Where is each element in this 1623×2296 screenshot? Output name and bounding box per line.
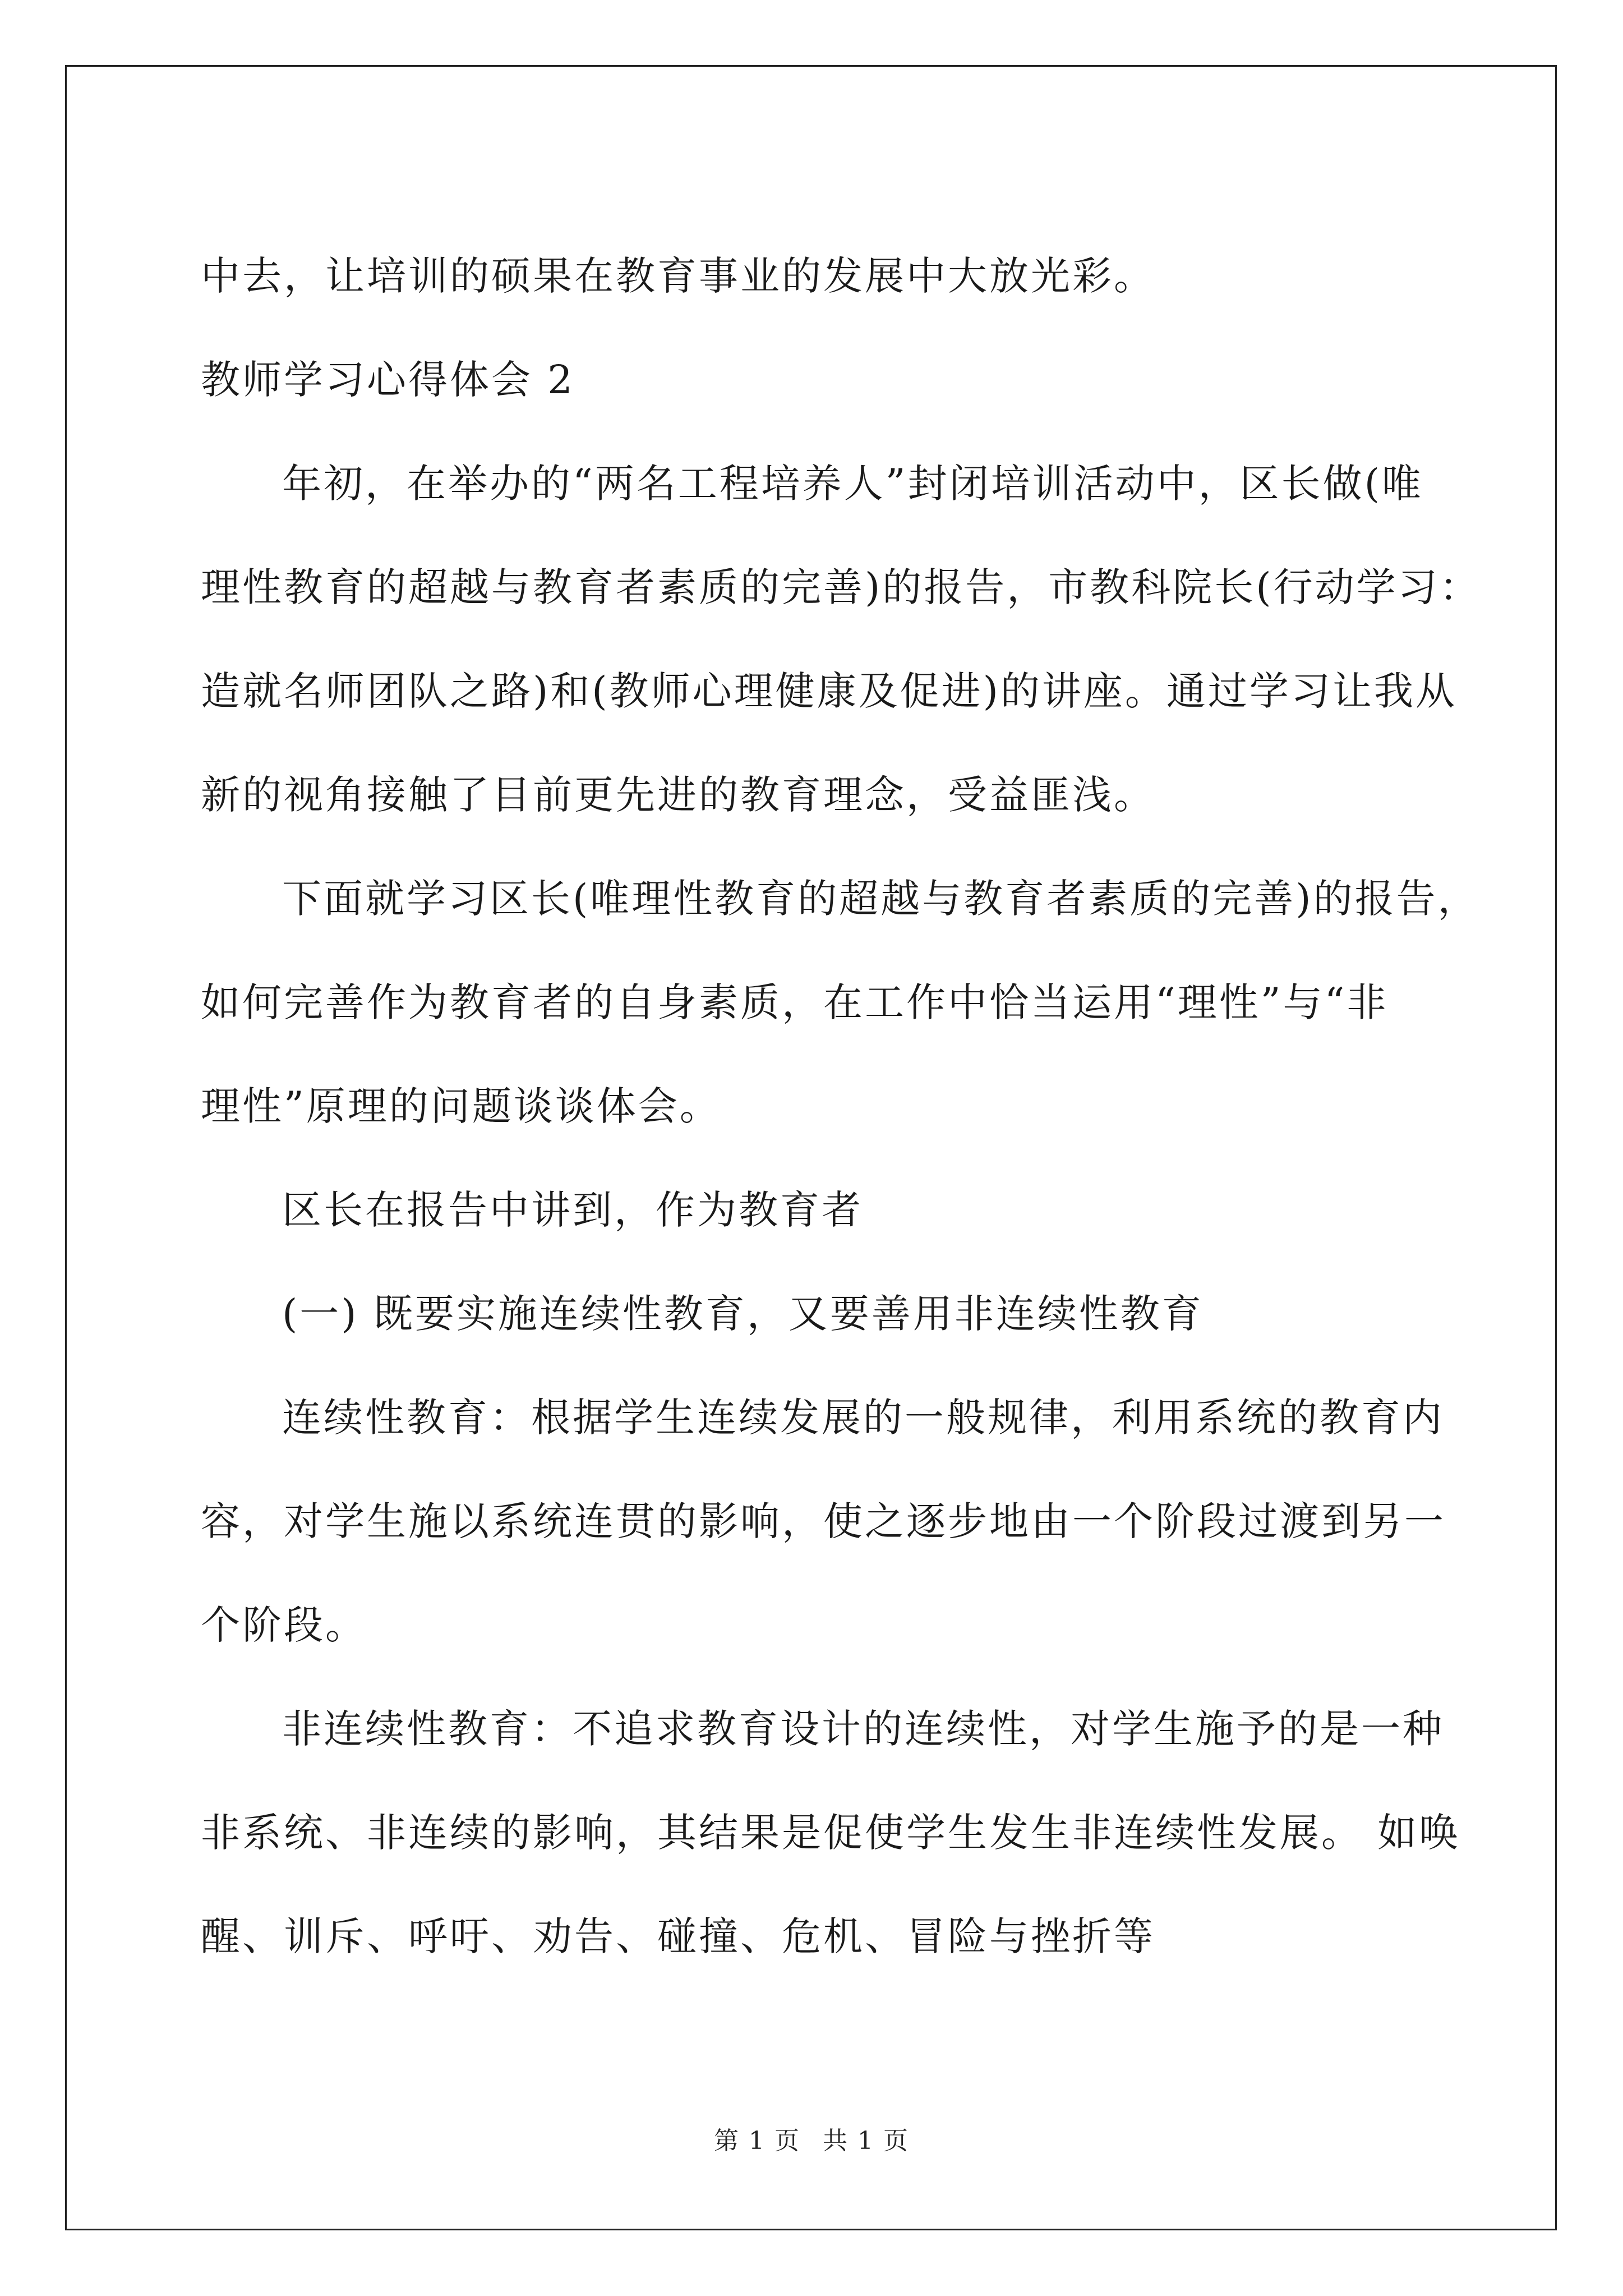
text-line: 非系统、非连续的影响，其结果是促使学生发生非连续性发展。 如唤: [201, 1810, 1461, 1856]
text-line: 容，对学生施以系统连贯的影响，使之逐步地由一个阶段过渡到另一: [201, 1498, 1446, 1544]
text-line: 理性”原理的问题谈谈体会。: [201, 1083, 721, 1129]
text-line: 中去，让培训的硕果在教育事业的发展中大放光彩。: [201, 253, 1155, 299]
text-line: 醒、训斥、呼吁、劝告、碰撞、危机、冒险与挫折等: [201, 1913, 1155, 1959]
text-line: 年初，在举办的“两名工程培养人”封闭培训活动中，区长做(唯: [282, 461, 1423, 507]
page-footer: [0, 2120, 1623, 2156]
text-line: 个阶段。: [201, 1602, 367, 1648]
text-line: 造就名师团队之路)和(教师心理健康及促进)的讲座。通过学习让我从: [201, 668, 1457, 714]
text-line: 如何完善作为教育者的自身素质，在工作中恰当运用“理性”与“非: [201, 979, 1389, 1025]
text-line: 非连续性教育：不追求教育设计的连续性，对学生施予的是一种: [282, 1706, 1444, 1752]
text-line: 新的视角接触了目前更先进的教育理念，受益匪浅。: [201, 772, 1155, 818]
page-number: 第 1 页: [714, 2127, 800, 2155]
document-body: [201, 224, 1481, 1989]
text-line: 区长在报告中讲到，作为教育者: [282, 1187, 863, 1233]
text-line: 连续性教育：根据学生连续发展的一般规律，利用系统的教育内: [282, 1395, 1444, 1441]
section-heading: 教师学习心得体会 2: [201, 357, 575, 403]
text-line: 下面就学习区长(唯理性教育的超越与教育者素质的完善)的报告，: [282, 876, 1479, 922]
subsection-heading: (一) 既要实施连续性教育，又要善用非连续性教育: [282, 1291, 1204, 1337]
text-line: 理性教育的超越与教育者素质的完善)的报告，市教科院长(行动学习：: [201, 564, 1481, 610]
page-total: 共 1 页: [823, 2127, 909, 2155]
